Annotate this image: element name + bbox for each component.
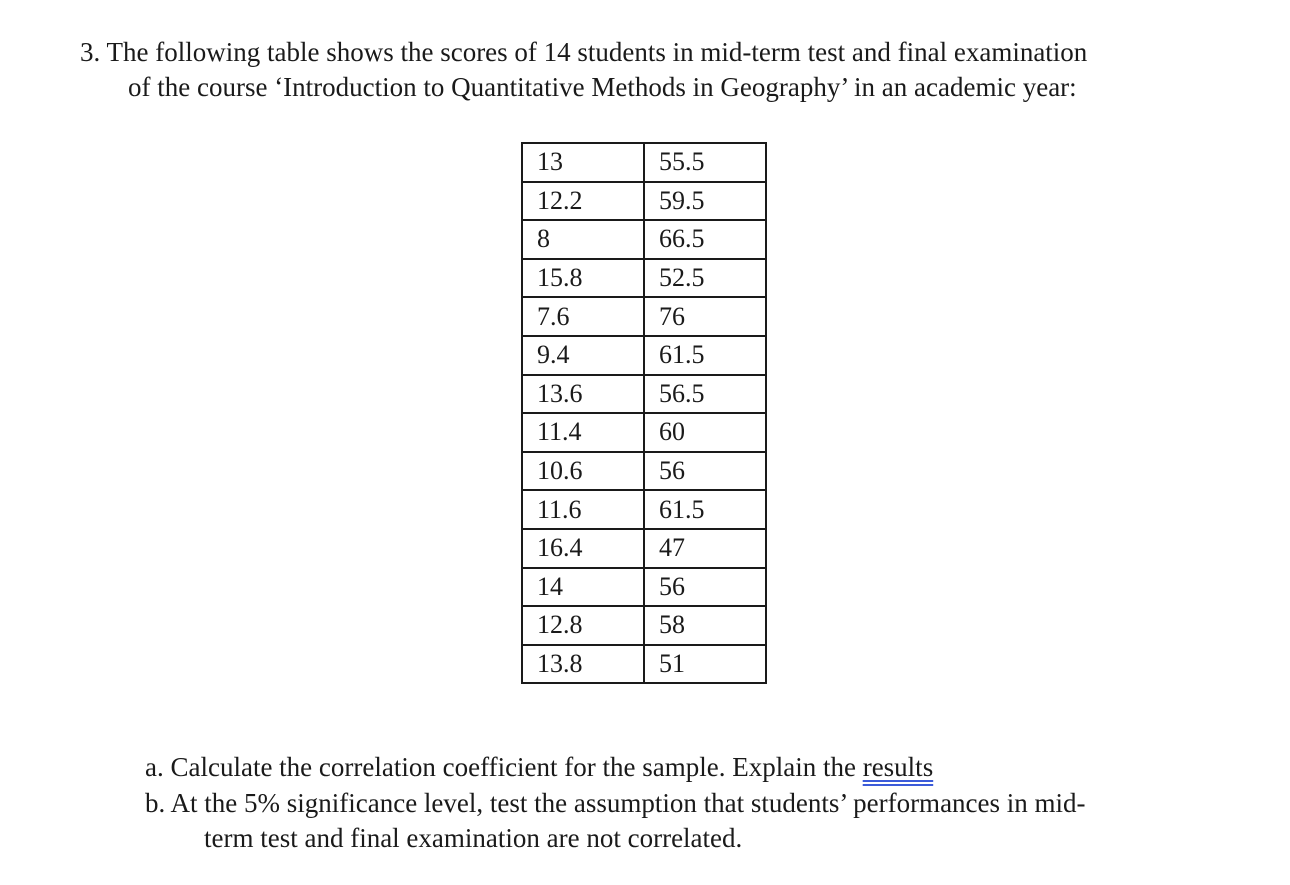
- scores-table-body: [522, 143, 766, 683]
- midterm-score-cell: 13.8: [522, 645, 644, 684]
- midterm-score-cell: 7.6: [522, 297, 644, 336]
- final-score-cell: 59.5: [644, 182, 766, 221]
- final-score-cell: 51: [644, 645, 766, 684]
- table-row: [522, 220, 766, 259]
- final-score-cell: 47: [644, 529, 766, 568]
- table-row: [522, 336, 766, 375]
- table-row: [522, 375, 766, 414]
- part-b-text-line-2: term test and final examination are not correlated.: [204, 823, 743, 853]
- midterm-score-cell: 13.6: [522, 375, 644, 414]
- midterm-score-cell: 15.8: [522, 259, 644, 298]
- final-score-cell: 61.5: [644, 490, 766, 529]
- part-a-prefix: a. Calculate the correlation coefficient for the sample. Explain the: [145, 752, 863, 782]
- midterm-score-cell: 14: [522, 568, 644, 607]
- table-row: [522, 606, 766, 645]
- midterm-score-cell: 12.8: [522, 606, 644, 645]
- final-score-cell: 55.5: [644, 143, 766, 182]
- table-row: [522, 529, 766, 568]
- final-score-cell: 56: [644, 452, 766, 491]
- table-row: [522, 259, 766, 298]
- midterm-score-cell: 11.4: [522, 413, 644, 452]
- table-row: [522, 452, 766, 491]
- final-score-cell: 66.5: [644, 220, 766, 259]
- question-text-line-2: of the course ‘Introduction to Quantitative Methods in Geography’ in an academic year:: [128, 72, 1077, 102]
- midterm-score-cell: 12.2: [522, 182, 644, 221]
- table-row: [522, 413, 766, 452]
- table-row: [522, 297, 766, 336]
- final-score-cell: 52.5: [644, 259, 766, 298]
- midterm-score-cell: 8: [522, 220, 644, 259]
- final-score-cell: 56: [644, 568, 766, 607]
- table-row: [522, 645, 766, 684]
- part-b-text-line-1: b. At the 5% significance level, test the assumption that students’ performances in mid-: [145, 788, 1086, 818]
- final-score-cell: 58: [644, 606, 766, 645]
- final-score-cell: 56.5: [644, 375, 766, 414]
- table-row: [522, 490, 766, 529]
- scores-table: [521, 142, 767, 684]
- question-text-line-1: 3. The following table shows the scores of 14 students in mid-term test and final examination: [80, 37, 1088, 67]
- midterm-score-cell: 11.6: [522, 490, 644, 529]
- table-row: [522, 143, 766, 182]
- table-row: [522, 182, 766, 221]
- table-row: [522, 568, 766, 607]
- final-score-cell: 61.5: [644, 336, 766, 375]
- final-score-cell: 60: [644, 413, 766, 452]
- spellcheck-underlined-word: results: [862, 752, 934, 782]
- final-score-cell: 76: [644, 297, 766, 336]
- midterm-score-cell: 9.4: [522, 336, 644, 375]
- midterm-score-cell: 10.6: [522, 452, 644, 491]
- midterm-score-cell: 13: [522, 143, 644, 182]
- midterm-score-cell: 16.4: [522, 529, 644, 568]
- part-a-text: [145, 750, 933, 784]
